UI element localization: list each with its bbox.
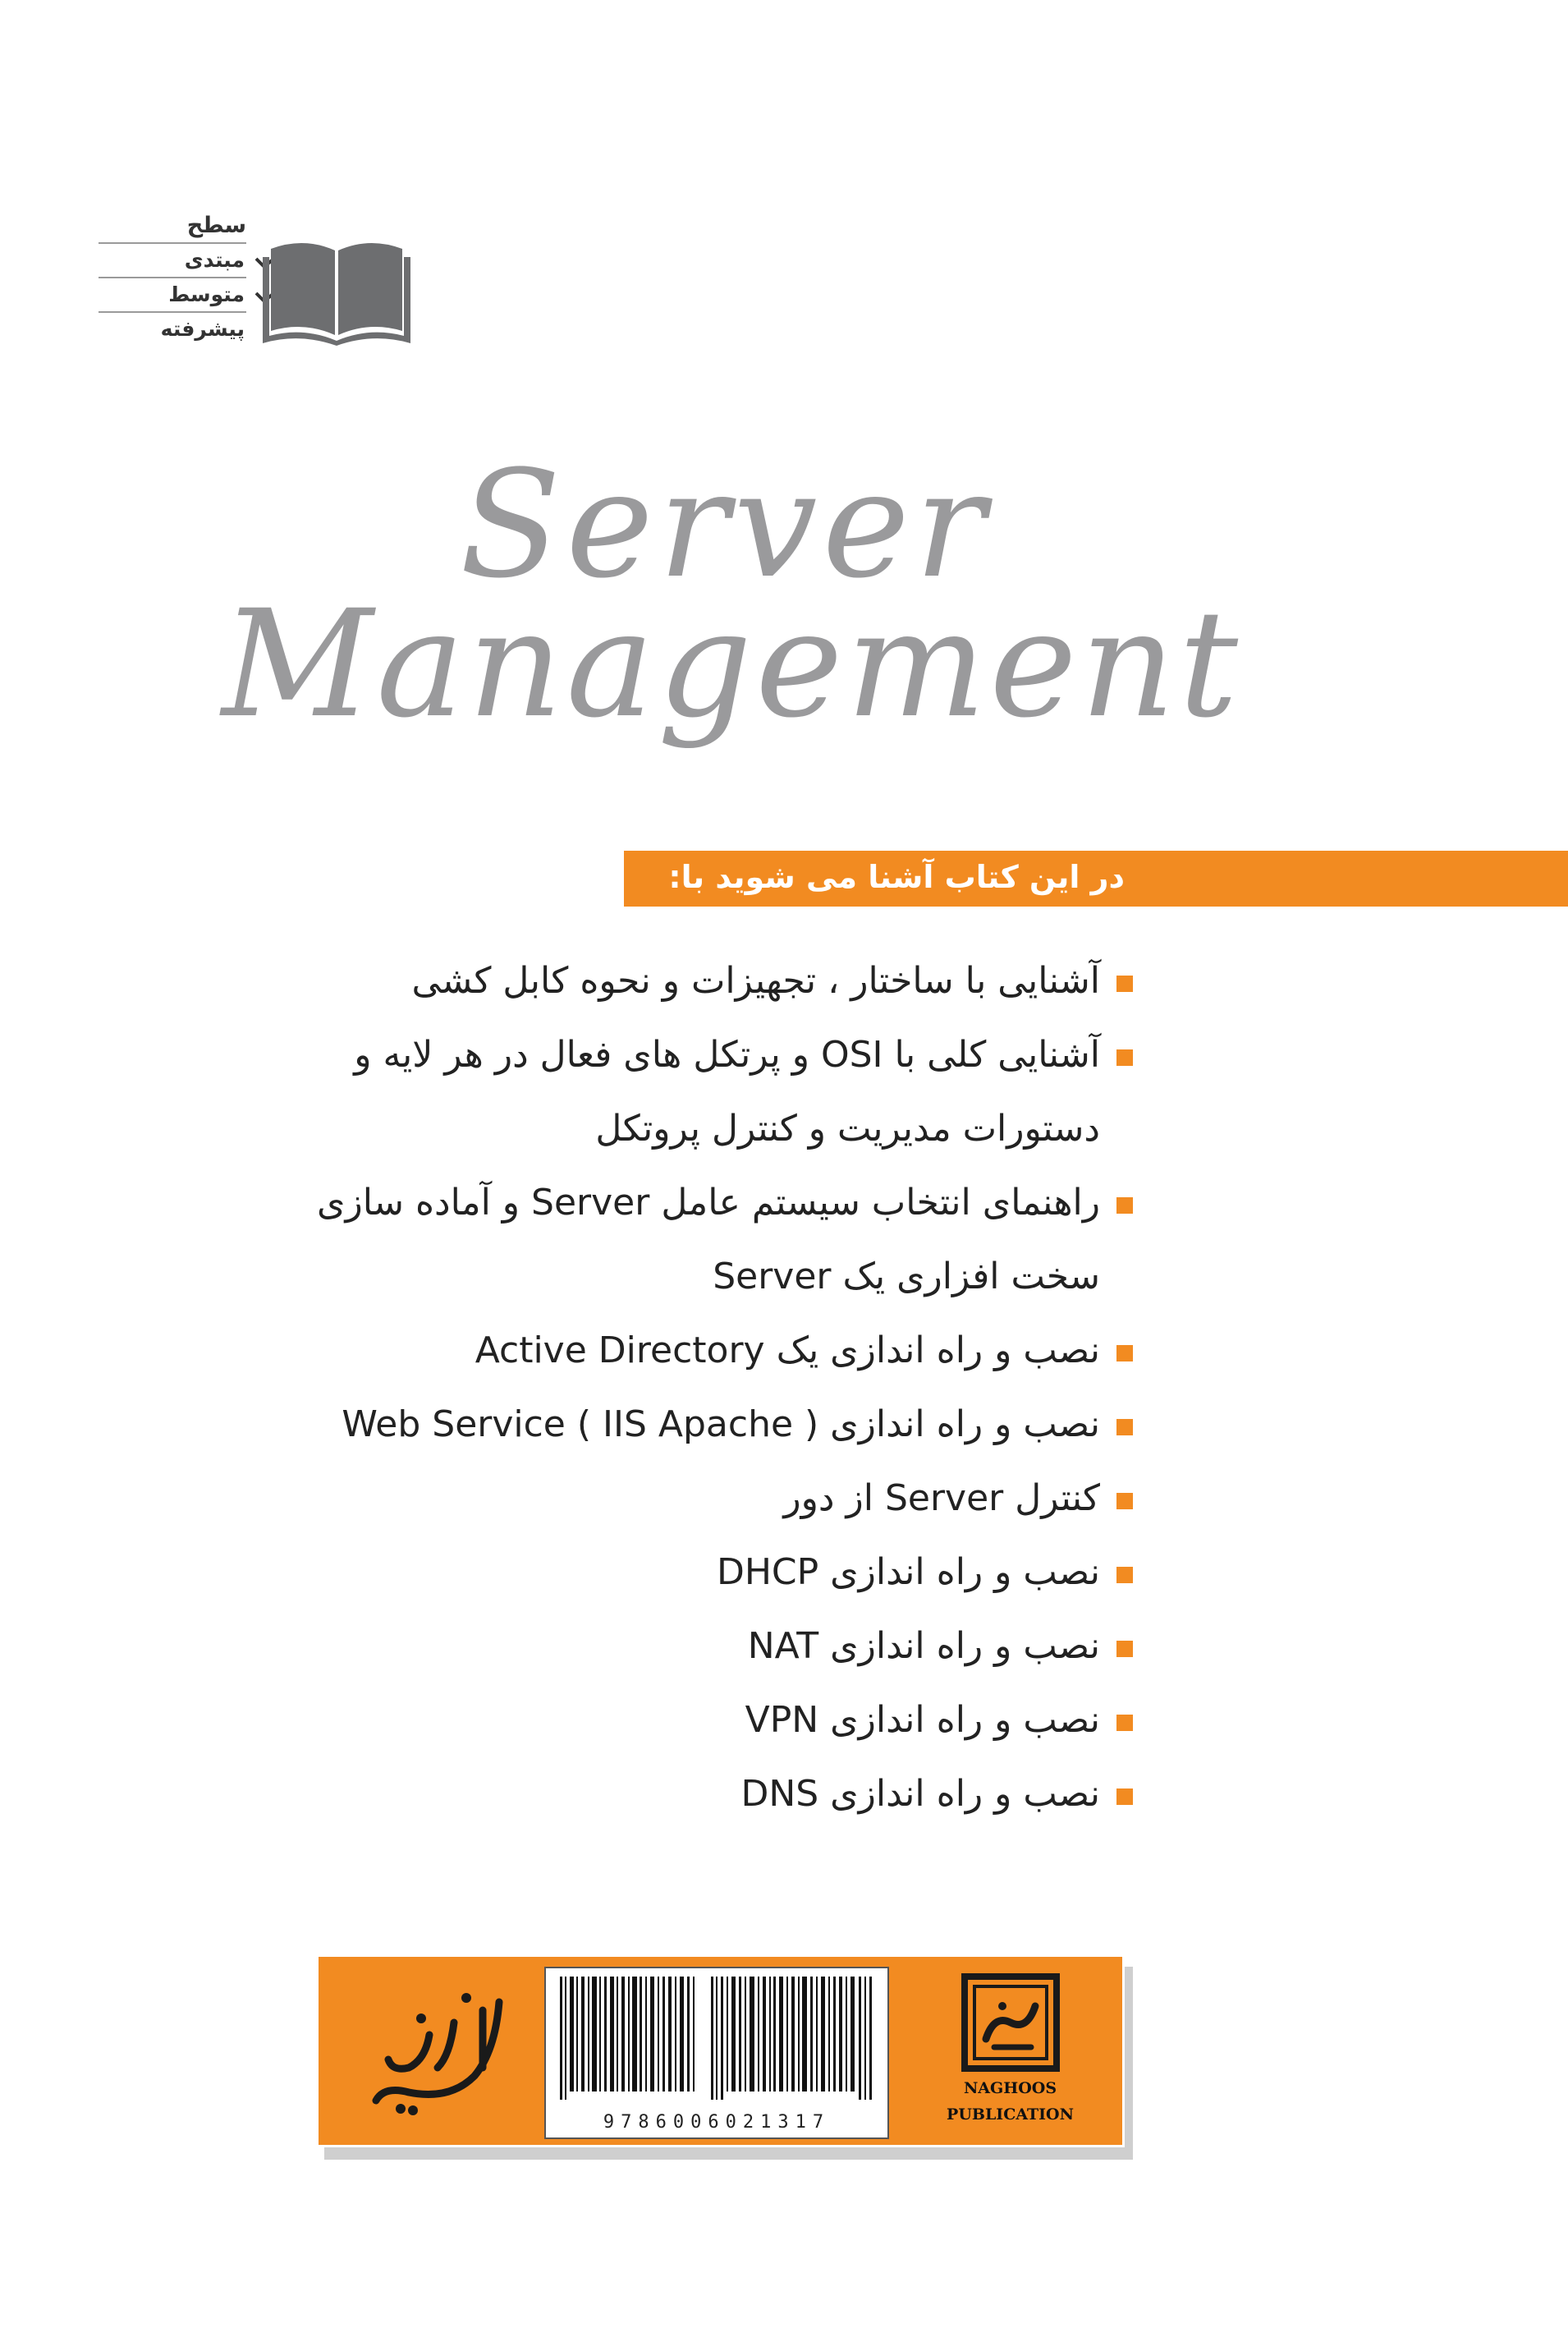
banner-text: در این کتاب آشنا می شوید با: [668, 859, 1125, 895]
publisher-name-line2: PUBLICATION [947, 2105, 1074, 2124]
bullet-icon [1116, 1715, 1133, 1731]
level-list [99, 209, 246, 346]
bullet-icon [1116, 1641, 1133, 1657]
bullet-icon [1116, 976, 1133, 992]
feature-text: نصب و راه اندازی NAT [747, 1625, 1100, 1667]
list-item [148, 1018, 1133, 1166]
level-item-beginner: مبتدی [99, 242, 246, 277]
feature-list [148, 944, 1133, 1831]
bullet-icon [1116, 1493, 1133, 1509]
bullet-icon [1116, 1788, 1133, 1805]
bullet-icon [1116, 1345, 1133, 1361]
publisher-name-line1: NAGHOOS [963, 2079, 1057, 2097]
list-item [148, 1388, 1133, 1462]
feature-text: نصب و راه اندازی VPN [745, 1699, 1100, 1741]
imprint-logo [351, 1977, 524, 2129]
barcode [544, 1967, 889, 2139]
feature-text: آشنایی کلی با OSI و پرتکل های فعال در هر لایه و [354, 1034, 1100, 1076]
list-item [148, 1166, 1133, 1314]
level-item-intermediate: متوسط [99, 277, 246, 311]
feature-text: نصب و راه اندازی Web Service ( IIS Apache ) [342, 1403, 1100, 1445]
bullet-icon [1116, 1419, 1133, 1435]
feature-text: راهنمای انتخاب سیستم عامل Server و آماده سازی [317, 1182, 1100, 1224]
bullet-icon [1116, 1197, 1133, 1214]
isbn-digits: 9786006021317 [603, 2112, 831, 2133]
feature-text: نصب و راه اندازی DNS [740, 1773, 1100, 1815]
list-item [148, 1683, 1133, 1757]
feature-text-continued: دستورات مدیریت و کنترل پروتکل [595, 1108, 1100, 1150]
level-indicator [82, 209, 410, 365]
list-item [148, 1314, 1133, 1388]
feature-text-continued: سخت افزاری یک Server [713, 1256, 1100, 1297]
bullet-icon [1116, 1049, 1133, 1066]
publisher-logo [961, 1973, 1060, 2072]
list-item [148, 1757, 1133, 1831]
title-line-1: Server [460, 439, 991, 611]
feature-text: نصب و راه اندازی DHCP [716, 1551, 1100, 1593]
list-item [148, 1609, 1133, 1683]
open-book-icon [263, 224, 410, 347]
bottom-band [316, 1954, 1125, 2147]
barcode-bars [558, 1977, 877, 2100]
feature-text: آشنایی با ساختار ، تجهیزات و نحوه کابل کشی [411, 960, 1100, 1002]
title-line-2: Management [222, 579, 1242, 751]
list-item [148, 1462, 1133, 1536]
intro-banner [624, 851, 1568, 907]
level-item-advanced: پیشرفته [99, 311, 246, 346]
list-item [148, 944, 1133, 1018]
publisher-block [922, 1973, 1098, 2137]
bullet-icon [1116, 1567, 1133, 1583]
feature-text: کنترل Server از دور [783, 1477, 1100, 1519]
level-title: سطح [186, 213, 246, 238]
feature-text: نصب و راه اندازی یک Active Directory [475, 1329, 1100, 1371]
list-item [148, 1536, 1133, 1609]
